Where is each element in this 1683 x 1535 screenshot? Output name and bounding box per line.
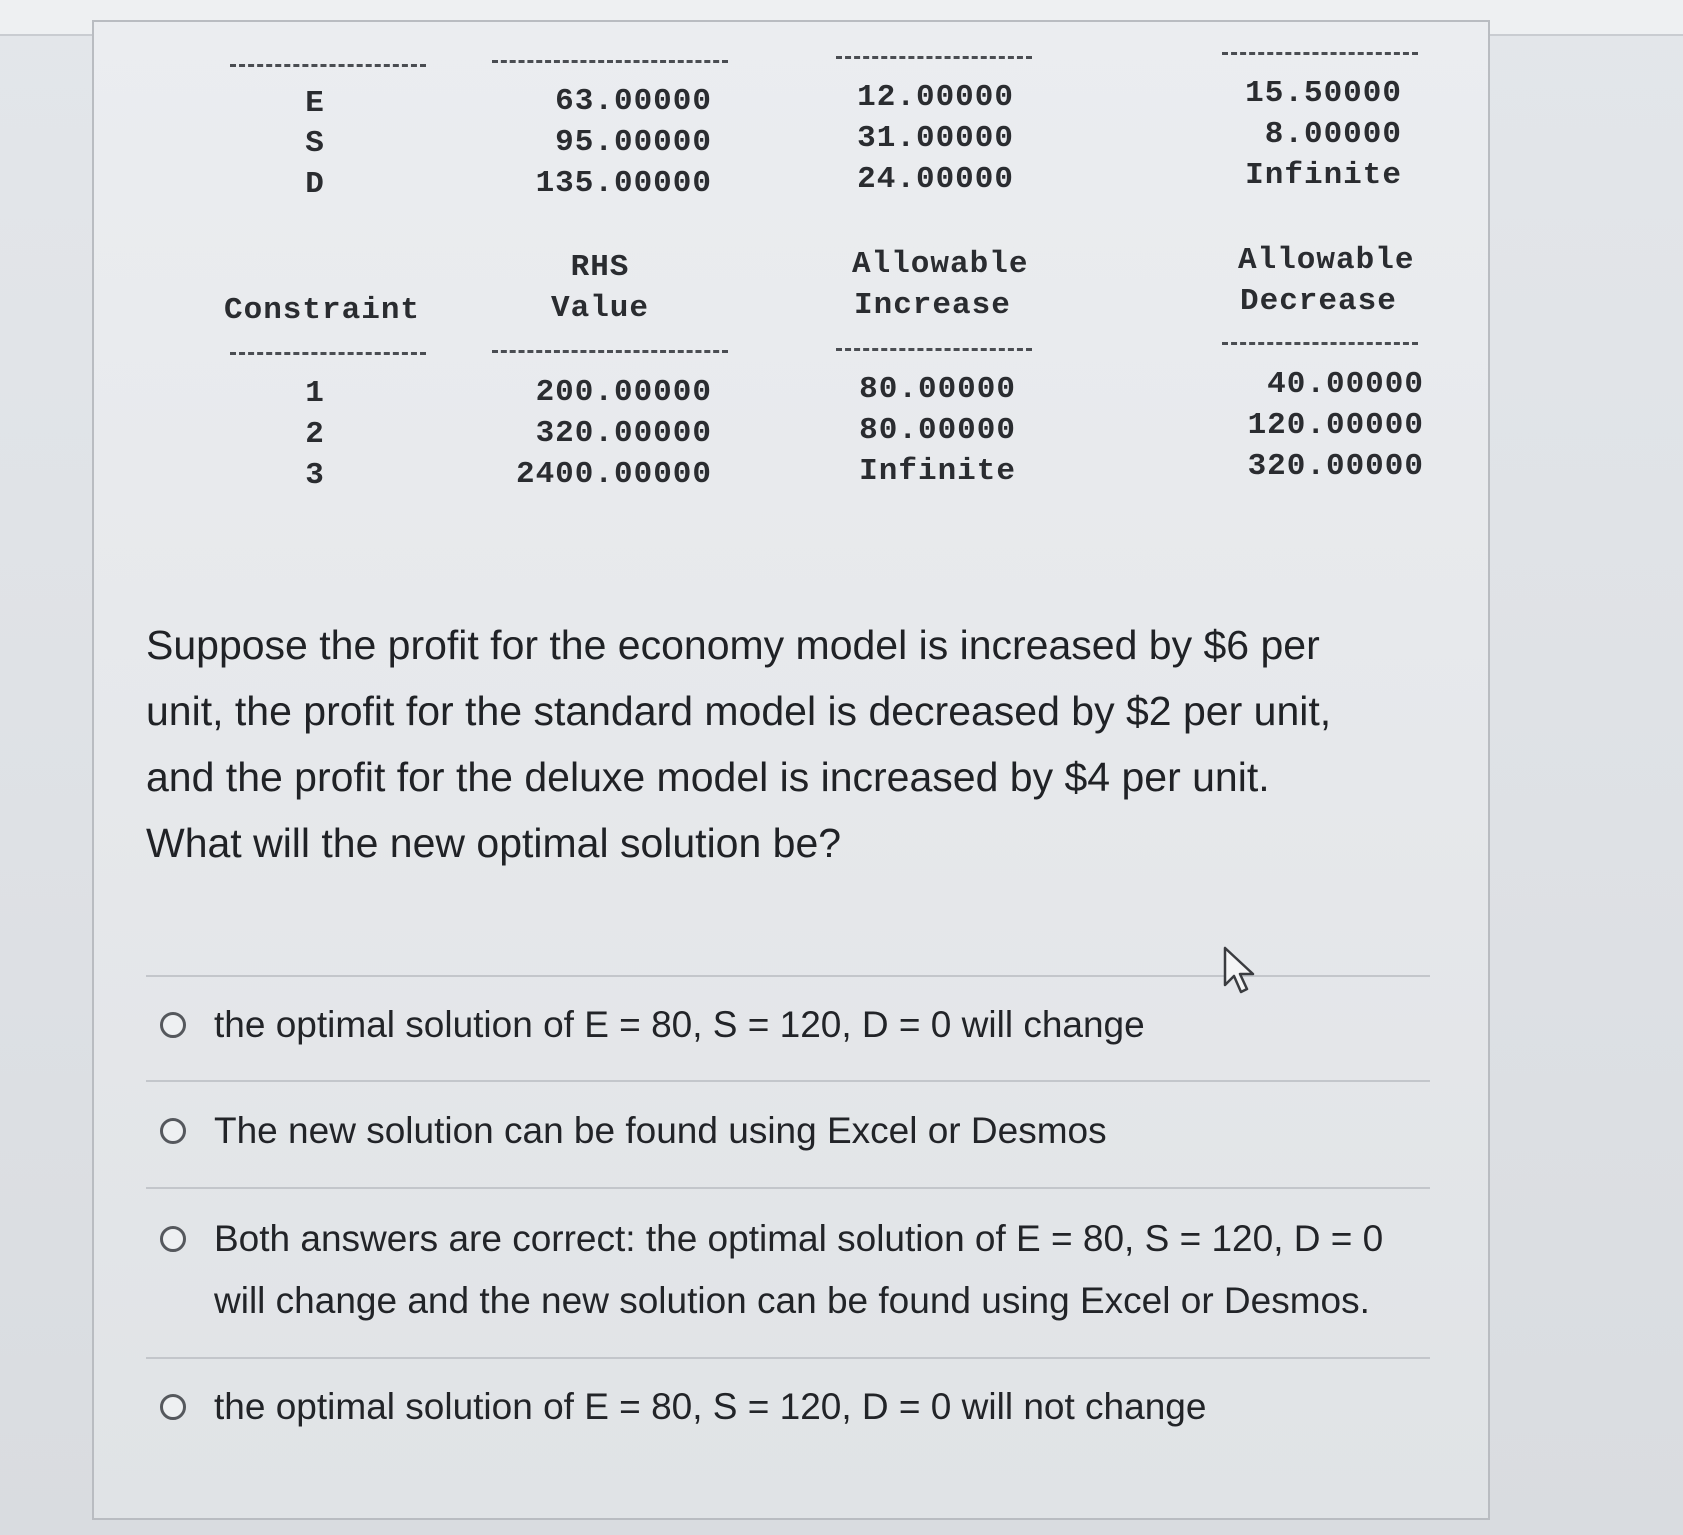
table-cell: Infinite [859,454,1016,489]
table-cell: 320.00000 [1247,449,1424,484]
option-separator [146,1080,1430,1082]
option-label [214,994,1145,1056]
dash-divider [230,64,426,67]
variable-label: D [305,167,325,202]
table-cell: 135.00000 [535,166,712,201]
answer-option-4[interactable] [160,1376,1206,1438]
radio-button[interactable] [160,1012,186,1038]
answer-option-3[interactable] [160,1208,1383,1332]
column-header: Constraint [224,293,421,328]
question-line: What will the new optimal solution be? [146,820,842,866]
table-cell: 31.00000 [857,121,1014,156]
column-header: Increase [854,288,1011,323]
column-header: Allowable [852,247,1029,282]
radio-button[interactable] [160,1118,186,1144]
table-cell: 80.00000 [859,413,1016,448]
option-separator [146,1187,1430,1189]
answer-option-1[interactable] [160,994,1145,1056]
option-label [214,1376,1206,1438]
option-label-line: Both answers are correct: the optimal solution of E = 80, S = 120, D = 0 [214,1218,1384,1259]
dash-divider [492,350,728,353]
question-line: and the profit for the deluxe model is increased by $4 per unit. [146,754,1270,800]
table-cell: 320.00000 [535,416,712,451]
table-cell: 95.00000 [555,125,712,160]
table-cell: 200.00000 [535,375,712,410]
column-header: RHS [570,250,630,285]
table-cell: 63.00000 [555,84,712,119]
option-label [214,1208,1383,1332]
variable-label: E [305,86,325,121]
column-header: Allowable [1238,243,1415,278]
radio-button[interactable] [160,1226,186,1252]
option-separator [146,1357,1430,1359]
option-label-line: the optimal solution of E = 80, S = 120, D = 0 will change [214,1004,1145,1045]
option-label-line: will change and the new solution can be found using Excel or Desmos. [214,1280,1370,1321]
table-cell: 12.00000 [857,80,1014,115]
option-label-line: the optimal solution of E = 80, S = 120, D = 0 will not change [214,1386,1207,1427]
variable-label: S [305,126,325,161]
answer-option-2[interactable] [160,1100,1107,1162]
table-cell: 120.00000 [1247,408,1424,443]
table-cell: 24.00000 [857,162,1014,197]
dash-divider [1222,342,1418,345]
column-header: Value [550,291,649,326]
dash-divider [836,56,1032,59]
table-cell: 15.50000 [1245,76,1402,111]
table-cell: 2400.00000 [515,457,712,492]
dash-divider [836,348,1032,351]
question-text [146,612,1446,876]
question-line: Suppose the profit for the economy model is increased by $6 per [146,622,1320,668]
table-cell: 8.00000 [1264,117,1402,152]
column-header: Decrease [1240,284,1397,319]
mouse-cursor-icon [1222,945,1262,997]
constraint-number: 1 [305,376,325,411]
table-cell: Infinite [1245,158,1402,193]
radio-button[interactable] [160,1394,186,1420]
table-cell: 80.00000 [859,372,1016,407]
option-label-line: The new solution can be found using Excel or Desmos [214,1110,1107,1151]
constraint-number: 2 [305,417,325,452]
dash-divider [1222,52,1418,55]
dash-divider [230,352,426,355]
question-line: unit, the profit for the standard model is decreased by $2 per unit, [146,688,1332,734]
constraint-number: 3 [305,458,325,493]
dash-divider [492,60,728,63]
option-label [214,1100,1107,1162]
table-cell: 40.00000 [1267,367,1424,402]
